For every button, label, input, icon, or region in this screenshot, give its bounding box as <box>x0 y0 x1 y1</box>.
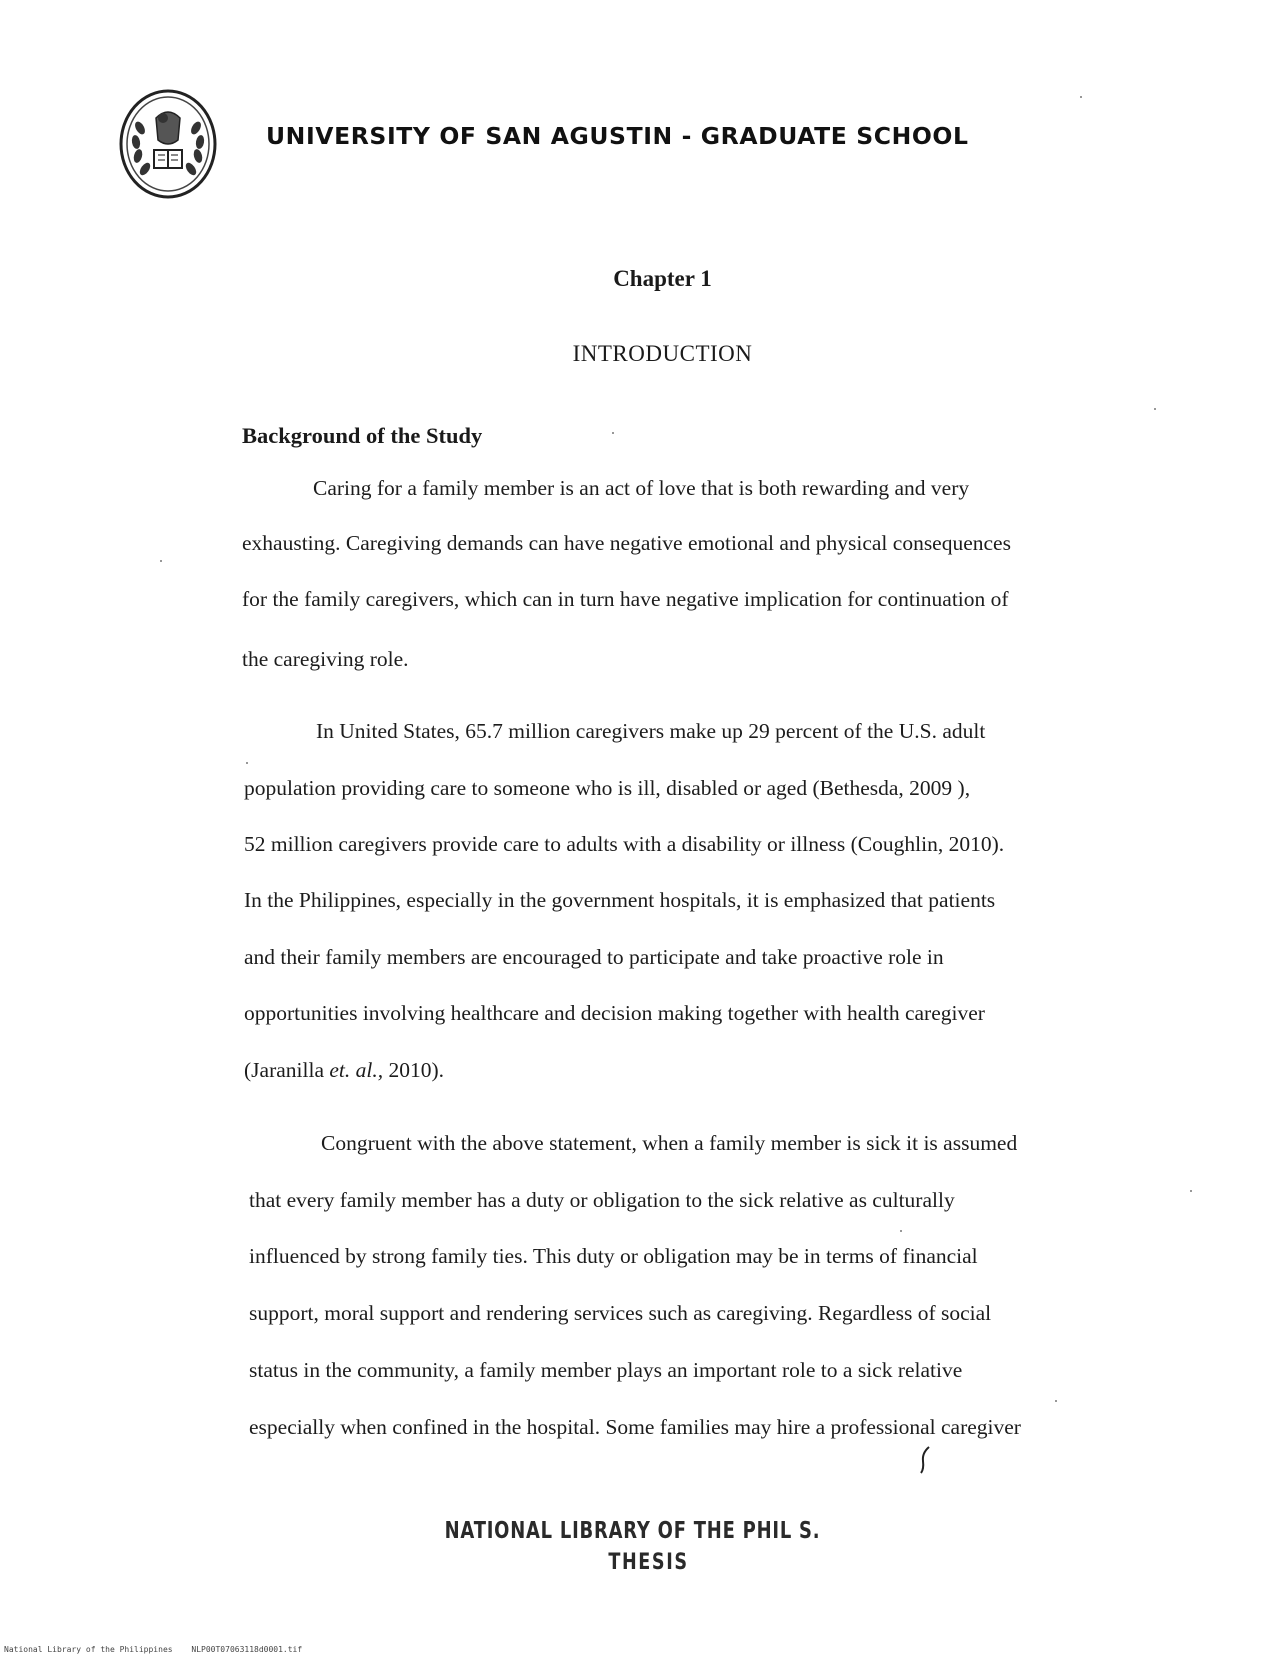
section-heading: Background of the Study <box>242 423 483 448</box>
text-line: In the Philippines, especially in the government hospitals, it is emphasized that patients <box>244 888 996 912</box>
text-line: Congruent with the above statement, when a family member is sick it is assumed <box>321 1131 1018 1155</box>
text-line: especially when confined in the hospital. Some families may hire a professional caregiver <box>249 1415 1021 1439</box>
text-line: Caring for a family member is an act of love that is both rewarding and very <box>313 476 970 500</box>
scan-speck <box>160 560 162 562</box>
footer-file-id: NLP00T07063118d0001.tif <box>191 1645 303 1654</box>
thesis-stamp: THESIS <box>608 1550 689 1575</box>
handwritten-mark-icon <box>918 1445 932 1475</box>
text-line: 52 million caregivers provide care to adults with a disability or illness (Coughlin, 2010). <box>244 832 1005 856</box>
text-line: population providing care to someone who is ill, disabled or aged (Bethesda, 2009 ), <box>244 776 971 800</box>
text-line: and their family members are encouraged to participate and take proactive role in <box>244 945 944 969</box>
scan-speck <box>1055 1400 1057 1402</box>
scan-speck <box>1190 1190 1192 1192</box>
text-line: the caregiving role. <box>242 647 409 671</box>
university-seal-icon <box>118 88 218 200</box>
text-line: exhausting. Caregiving demands can have negative emotional and physical consequences <box>242 531 1011 555</box>
text-line: (Jaranilla et. al., 2010). <box>244 1058 445 1082</box>
chapter-title: INTRODUCTION <box>572 341 753 366</box>
text-line: status in the community, a family member plays an important role to a sick relative <box>249 1358 963 1382</box>
scan-speck <box>246 762 248 764</box>
text-line: that every family member has a duty or obligation to the sick relative as culturally <box>249 1188 955 1212</box>
text-line: In United States, 65.7 million caregivers make up 29 percent of the U.S. adult <box>316 719 986 743</box>
scan-speck <box>1080 96 1082 98</box>
text-line: for the family caregivers, which can in turn have negative implication for continuation of <box>242 587 1009 611</box>
chapter-number: Chapter 1 <box>613 266 712 291</box>
text-line: opportunities involving healthcare and decision making together with health caregiver <box>244 1001 985 1025</box>
scan-footer <box>4 1645 316 1654</box>
scan-speck <box>900 1230 902 1232</box>
school-name: UNIVERSITY OF SAN AGUSTIN - GRADUATE SCHOOL <box>266 122 969 150</box>
text-line: support, moral support and rendering services such as caregiving. Regardless of social <box>249 1301 992 1325</box>
text-line: influenced by strong family ties. This duty or obligation may be in terms of financial <box>249 1244 978 1268</box>
scan-speck <box>1154 408 1156 410</box>
footer-library-name: National Library of the Philippines <box>4 1645 173 1654</box>
library-stamp: NATIONAL LIBRARY OF THE PHIL S. <box>444 1518 821 1544</box>
scan-speck <box>612 432 614 434</box>
